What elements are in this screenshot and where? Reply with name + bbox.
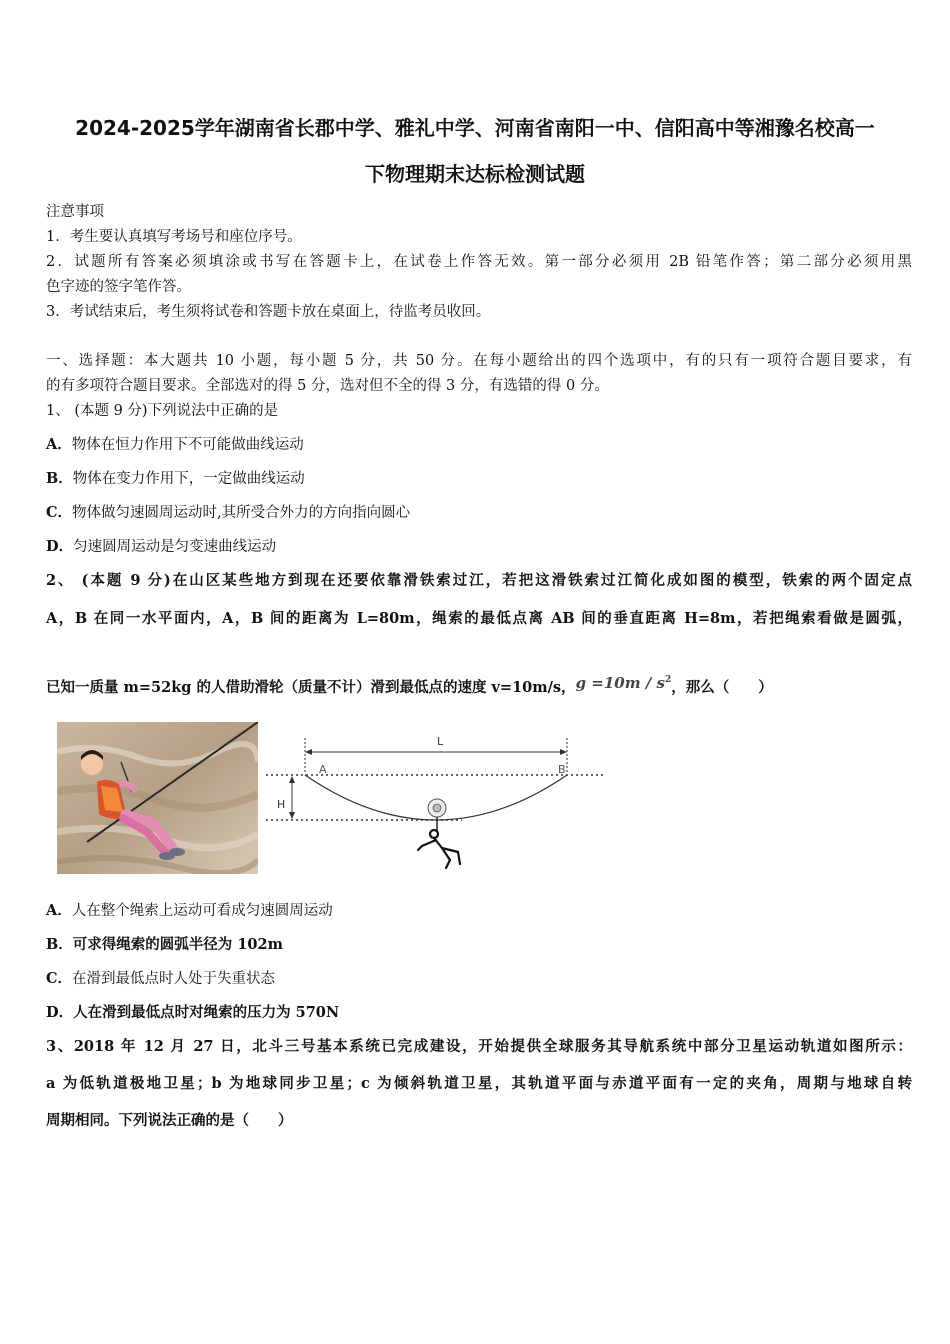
- option-letter: A．: [46, 436, 72, 453]
- option-letter: C．: [46, 504, 73, 521]
- question-2-option-c: [46, 969, 912, 989]
- arrow-right-icon: [560, 749, 567, 755]
- label-H: H: [277, 798, 286, 811]
- arrow-down-icon: [289, 812, 295, 819]
- option-letter: D．: [46, 538, 74, 555]
- notice-item-1: 1．考生要认真填写考场号和座位序号。: [46, 229, 302, 245]
- option-text: 匀速圆周运动是匀变速曲线运动: [73, 539, 277, 555]
- gravity-formula-text: g =10m / s: [575, 674, 665, 692]
- cable-diagram: [262, 728, 610, 874]
- stick-figure-icon: [418, 830, 460, 868]
- question-2-stem-text: 已知一质量 m=52kg 的人借助滑轮（质量不计）滑到最低点的速度 v=10m/s，: [46, 679, 576, 696]
- notice-heading: 注意事项: [46, 204, 104, 220]
- option-letter: B．: [46, 936, 73, 953]
- exam-title-line-2: 下物理期末达标检测试题: [365, 162, 585, 186]
- label-B: B: [558, 763, 566, 776]
- question-3-stem-line-2: a 为低轨道极地卫星；b 为地球同步卫星；c 为倾斜轨道卫星，其轨道平面与赤道平面有一定的夹角，周期与地球自转: [46, 1075, 912, 1092]
- question-1-option-b: [46, 469, 912, 489]
- question-1-stem: 1、 (本题 9 分)下列说法中正确的是: [46, 403, 279, 419]
- arrow-up-icon: [289, 776, 295, 783]
- option-text: 物体在变力作用下，一定做曲线运动: [72, 471, 305, 487]
- option-letter: A．: [46, 902, 72, 919]
- label-L: L: [437, 735, 444, 748]
- question-2-option-d: [46, 1003, 912, 1023]
- gravity-formula-exponent: 2: [664, 675, 672, 685]
- question-2-stem-line-3: [46, 670, 912, 698]
- question-3-stem-line-1: 3、2018 年 12 月 27 日，北斗三号基本系统已完成建设，开始提供全球服务其导航系统中部分卫星运动轨道如图所示：: [46, 1038, 912, 1055]
- zipline-photo: [57, 722, 258, 874]
- label-A: A: [319, 763, 327, 776]
- option-text: 人在整个绳索上运动可看成匀速圆周运动: [71, 903, 333, 919]
- option-text: 物体在恒力作用下不可能做曲线运动: [71, 437, 304, 453]
- section-intro-line-1: 一、选择题：本大题共 10 小题，每小题 5 分，共 50 分。在每小题给出的四个选项中，有的只有一项符合题目要求，有: [46, 353, 912, 369]
- gravity-formula: [576, 674, 672, 692]
- option-text: 可求得绳索的圆弧半径为 102m: [72, 936, 283, 953]
- question-2-stem-tail: ，那么（ ）: [671, 679, 773, 696]
- option-letter: B．: [46, 470, 73, 487]
- question-2-stem-line-1: 2、 (本题 9 分)在山区某些地方到现在还要依靠滑铁索过江，若把这滑铁索过江简化成如图的模型，铁索的两个固定点: [46, 572, 912, 589]
- question-2-option-a: [46, 901, 912, 921]
- option-text: 在滑到最低点时人处于失重状态: [72, 971, 276, 987]
- question-2-option-b: [46, 935, 912, 955]
- question-1-option-a: [46, 435, 912, 455]
- section-intro-line-2: 的有多项符合题目要求。全部选对的得 5 分，选对但不全的得 3 分，有选错的得 0 分。: [46, 378, 609, 394]
- notice-item-3: 3．考试结束后，考生须将试卷和答题卡放在桌面上，待监考员收回。: [46, 304, 491, 320]
- pulley-hub: [433, 804, 441, 812]
- question-2-stem-line-2: A，B 在同一水平面内，A，B 间的距离为 L=80m，绳索的最低点离 AB 间的垂直距离 H=8m，若把绳索看做是圆弧，: [46, 610, 912, 627]
- arrow-left-icon: [305, 749, 312, 755]
- question-1-option-c: [46, 503, 912, 523]
- exam-title-line-1: 2024-2025学年湖南省长郡中学、雅礼中学、河南省南阳一中、信阳高中等湘豫名校高一: [75, 116, 875, 140]
- option-text: 人在滑到最低点时对绳索的压力为 570N: [73, 1004, 340, 1021]
- option-letter: D．: [46, 1004, 74, 1021]
- question-3-stem-line-3: 周期相同。下列说法正确的是（ ）: [46, 1112, 293, 1129]
- question-1-option-d: [46, 537, 912, 557]
- option-letter: C．: [46, 970, 73, 987]
- notice-item-2-line-1: 2．试题所有答案必须填涂或书写在答题卡上，在试卷上作答无效。第一部分必须用 2B 铅笔作答；第二部分必须用黑: [46, 254, 912, 270]
- option-text: 物体做匀速圆周运动时,其所受合外力的方向指向圆心: [72, 505, 411, 521]
- zipline-photo-image: [57, 722, 258, 874]
- notice-item-2-line-2: 色字迹的签字笔作答。: [46, 279, 191, 295]
